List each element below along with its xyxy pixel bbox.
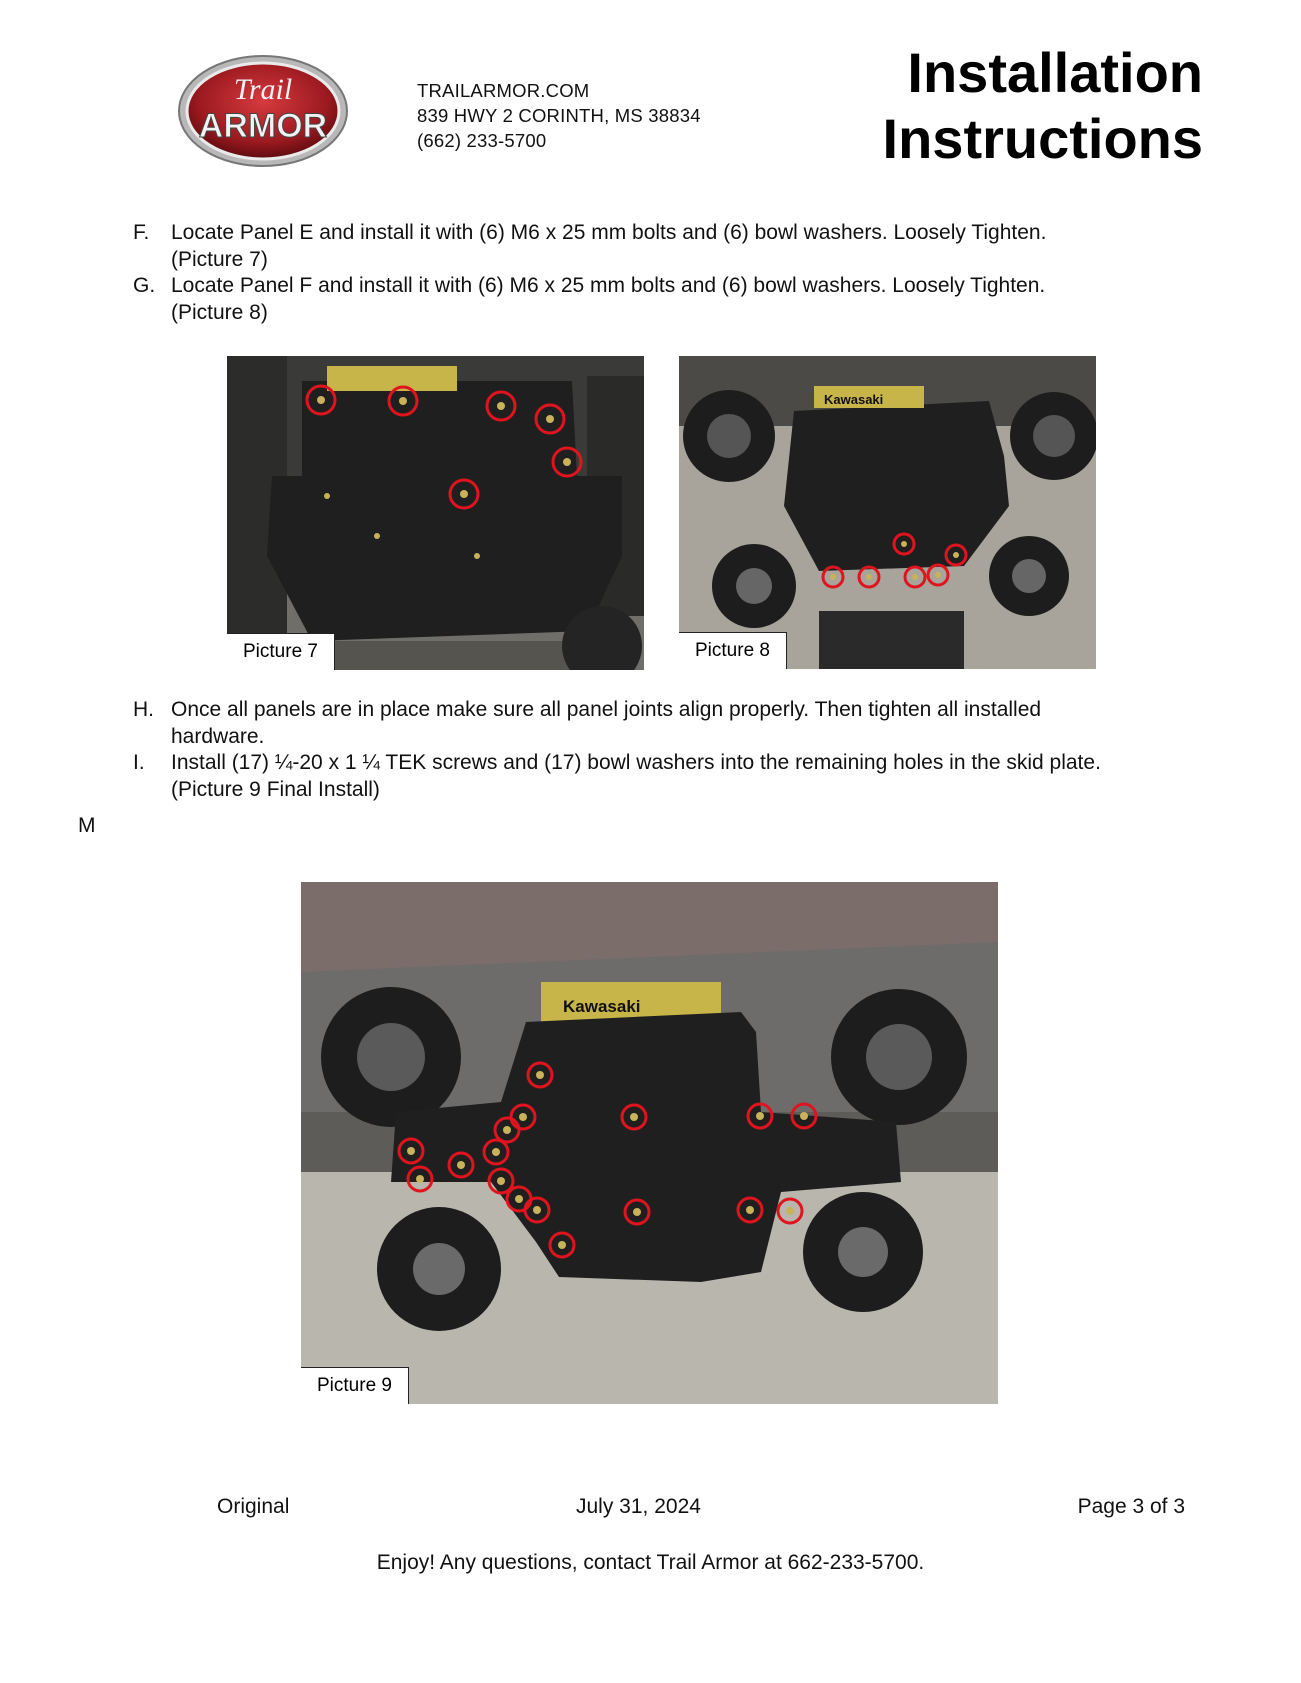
svg-text:Trail: Trail — [233, 73, 293, 106]
picture-8-photo — [679, 356, 1096, 669]
address-text: 839 HWY 2 CORINTH, MS 38834 — [417, 105, 701, 126]
revision-label: Original — [217, 1495, 290, 1518]
picture-7-caption: Picture 7 — [227, 633, 335, 670]
trail-armor-logo — [176, 53, 350, 169]
stray-mark: M — [78, 814, 96, 837]
step-h — [133, 696, 1271, 750]
step-letter: F. — [133, 221, 150, 244]
step-letter: H. — [133, 698, 154, 721]
step-text: Once all panels are in place make sure all panel joints align properly. Then tighten all installed — [171, 698, 1042, 721]
page-title: Installation Instructions — [882, 41, 1203, 170]
step-g — [133, 272, 1271, 326]
step-text: Locate Panel F and install it with (6) M6 x 25 mm bolts and (6) bowl washers. Loosely Tighten. — [171, 274, 1046, 297]
svg-text:Kawasaki: Kawasaki — [824, 392, 884, 407]
step-letter: I. — [133, 751, 145, 774]
picture-9-caption: Picture 9 — [301, 1367, 409, 1404]
website-text: TRAILARMOR.COM — [417, 80, 590, 101]
picture-8-caption: Picture 8 — [679, 632, 787, 669]
step-f — [133, 219, 1271, 273]
revision-date: July 31, 2024 — [576, 1495, 701, 1518]
step-text-continued: hardware. — [171, 725, 265, 748]
step-text-continued: (Picture 8) — [171, 301, 268, 324]
contact-footer: Enjoy! Any questions, contact Trail Armor at 662-233-5700. — [376, 1551, 925, 1574]
step-text-continued: (Picture 7) — [171, 248, 268, 271]
phone-text: (662) 233-5700 — [417, 130, 547, 151]
svg-text:ARMOR: ARMOR — [198, 107, 328, 145]
step-text-continued: (Picture 9 Final Install) — [171, 778, 380, 801]
company-contact-block — [417, 78, 701, 153]
step-letter: G. — [133, 274, 156, 297]
step-text: Install (17) ¼-20 x 1 ¼ TEK screws and (17) bowl washers into the remaining holes in the skid plate. — [171, 751, 1101, 774]
picture-9-photo — [301, 882, 998, 1404]
page-number: Page 3 of 3 — [1077, 1495, 1185, 1518]
svg-text:Kawasaki: Kawasaki — [563, 997, 641, 1016]
picture-7-photo — [227, 356, 644, 670]
step-text: Locate Panel E and install it with (6) M6 x 25 mm bolts and (6) bowl washers. Loosely Tighten. — [171, 221, 1047, 244]
step-i — [133, 749, 1271, 803]
